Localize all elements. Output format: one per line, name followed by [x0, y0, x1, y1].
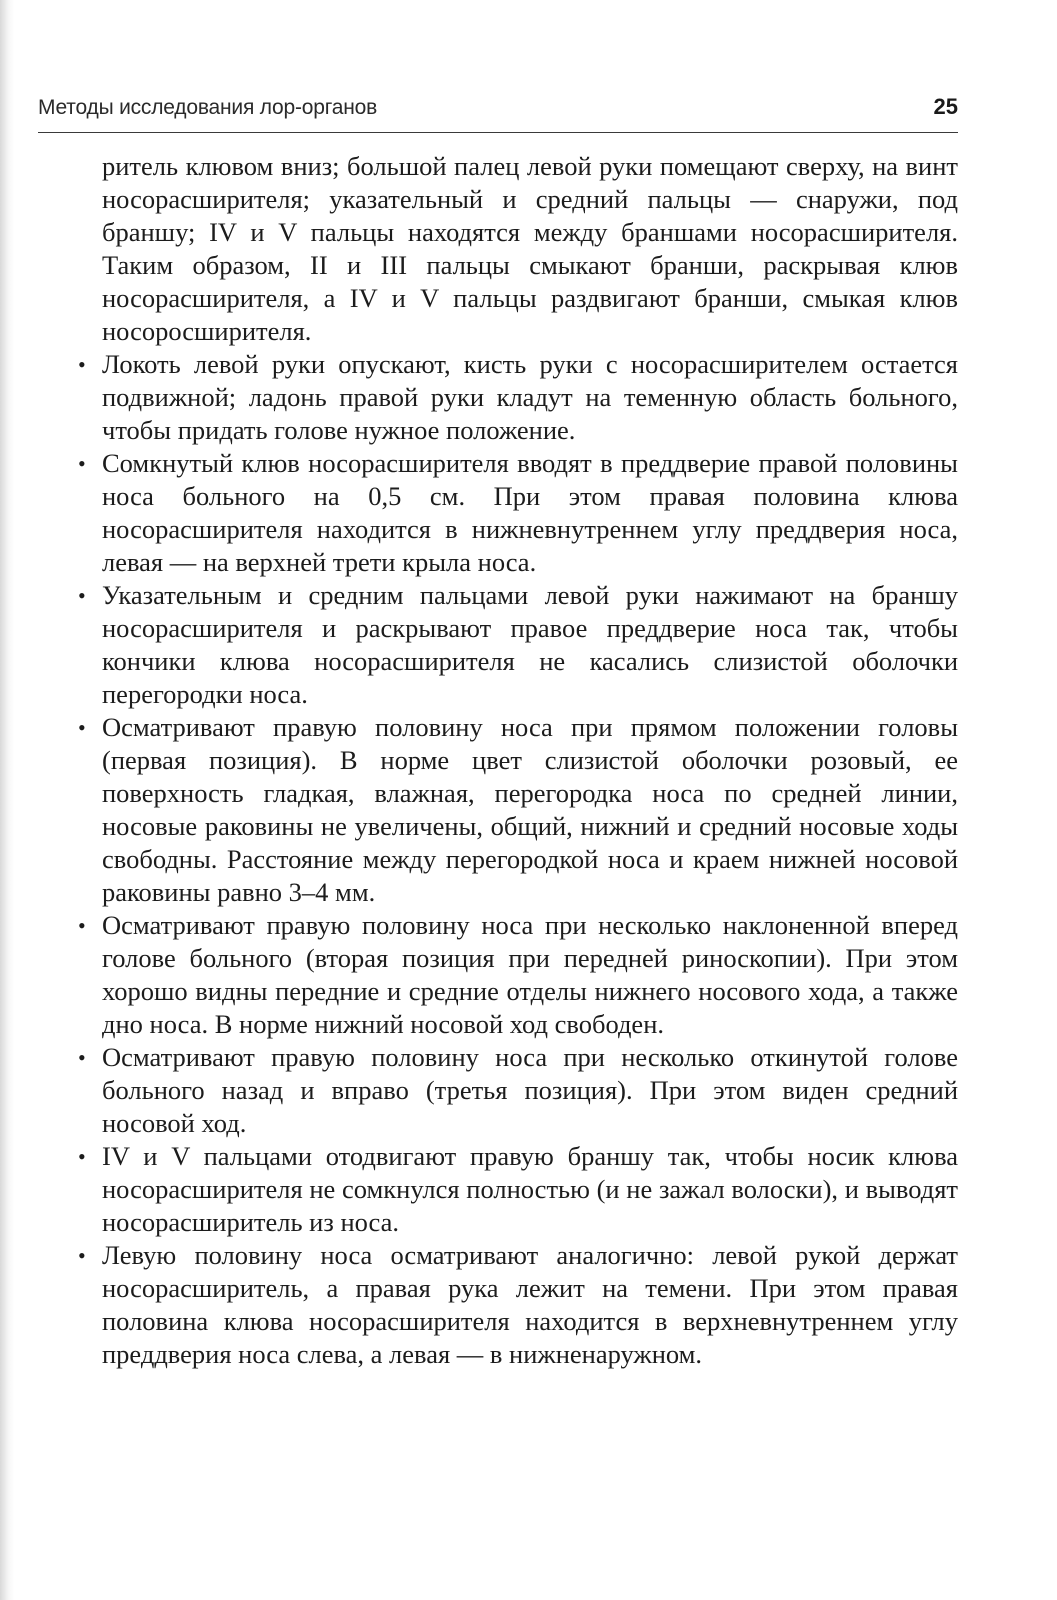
list-item-text: Указательным и средним пальцами левой руки нажимают на браншу носорасширителя и раскрывают правое преддверие носа так, чтобы кончики клюва носорасширителя не касались слизистой оболочки перегородки носа. [102, 580, 958, 709]
page-shadow-edge [0, 0, 14, 1600]
list-item [78, 1239, 958, 1371]
list-item [78, 909, 958, 1041]
bullet-icon: • [78, 715, 86, 740]
list-item [78, 711, 958, 909]
list-item-text: Осматривают правую половину носа при несколько наклоненной вперед голове больного (вторая позиция при передней риноскопии). При этом хорошо видны передние и средние отделы нижнего носового хода, а также дно носа. В норме нижний носовой ход свободен. [102, 910, 958, 1039]
list-item-text: Осматривают правую половину носа при прямом положении головы (первая позиция). В норме цвет слизистой оболочки розовый, ее поверхность гладкая, влажная, перегородка носа по средней линии, носовые раковины не увеличены, общий, нижний и средний носовые ходы свободны. Расстояние между перегородкой носа и краем нижней носовой раковины равно 3–4 мм. [102, 712, 958, 907]
list-item-text: IV и V пальцами отодвигают правую браншу так, чтобы носик клюва носорасширителя не сомкнулся полностью (и не зажал волоски), и выводят носорасширитель из носа. [102, 1141, 958, 1237]
bullet-icon: • [78, 1144, 86, 1169]
list-item [78, 348, 958, 447]
list-item [78, 1041, 958, 1140]
instruction-list [78, 348, 958, 1371]
list-item-text: Локоть левой руки опускают, кисть руки с носорасширителем остается подвижной; ладонь правой руки кладут на теменную область больного, чтобы придать голове нужное положение. [102, 349, 958, 445]
bullet-icon: • [78, 913, 86, 938]
bullet-icon: • [78, 451, 86, 476]
list-item [78, 579, 958, 711]
continuation-paragraph: ритель клювом вниз; большой палец левой руки помещают сверху, на винт носорасширителя; указательный и средний пальцы — снаружи, под браншу; IV и V пальцы находятся между браншами носорасширителя. Таким образом, II и III пальцы смыкают бранши, раскрывая клюв носорасширителя, а IV и V пальцы раздвигают бранши, смыкая клюв носоросширителя. [102, 151, 958, 346]
list-item [78, 1140, 958, 1239]
main-text [78, 150, 958, 1371]
running-title: Методы исследования лор-органов [38, 96, 378, 119]
bullet-icon: • [78, 1045, 86, 1070]
list-item-text: Левую половину носа осматривают аналогично: левой рукой держат носорасширитель, а правая рука лежит на темени. При этом правая половина клюва носорасширителя находится в верхневнутреннем углу преддверия носа слева, а левая — в нижненаружном. [102, 1240, 958, 1369]
bullet-icon: • [78, 583, 86, 608]
running-header [38, 92, 958, 133]
list-item-text: Осматривают правую половину носа при несколько откинутой голове больного назад и вправо (третья позиция). При этом виден средний носовой ход. [102, 1042, 958, 1138]
bullet-icon: • [78, 352, 86, 377]
list-item [78, 447, 958, 579]
bullet-icon: • [78, 1243, 86, 1268]
page-number: 25 [933, 94, 958, 119]
list-item-text: Сомкнутый клюв носорасширителя вводят в преддверие правой половины носа больного на 0,5 см. При этом правая половина клюва носорасширителя находится в нижневнутреннем углу преддверия носа, левая — на верхней трети крыла носа. [102, 448, 958, 577]
